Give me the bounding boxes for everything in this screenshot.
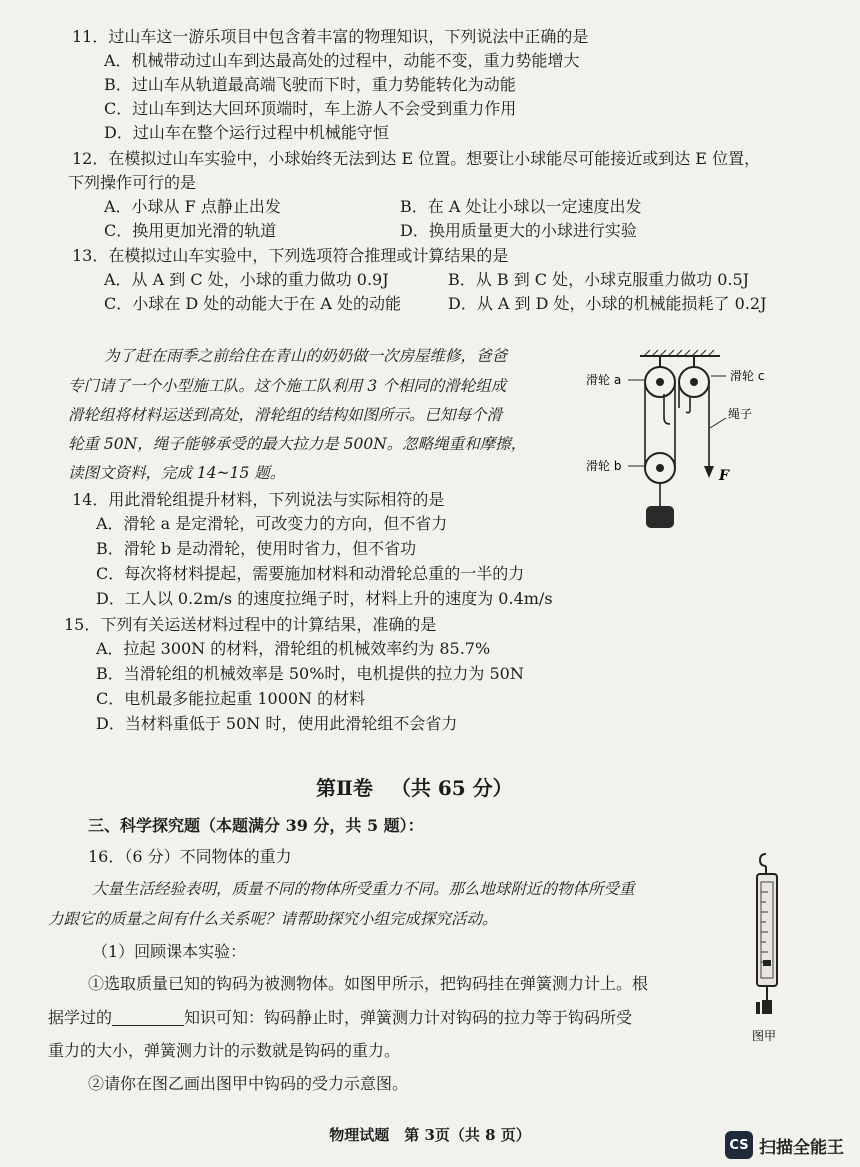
label-pulley-b: 滑轮 b: [586, 459, 622, 473]
q16-title: 16．（6 分）不同物体的重力: [88, 847, 292, 866]
q16-p1-line3: 重力的大小，弹簧测力计的示数就是钩码的重力。: [48, 1041, 401, 1060]
q13-option-a: A．从 A 到 C 处，小球的重力做功 0.9J: [104, 270, 389, 289]
label-rope: 绳子: [728, 407, 753, 421]
q11-stem: 11．过山车这一游乐项目中包含着丰富的物理知识，下列说法中正确的是: [72, 27, 589, 46]
q13-stem: 13．在模拟过山车实验中，下列选项符合推理或计算结果的是: [72, 246, 509, 265]
watermark-text: 扫描全能王: [759, 1137, 844, 1158]
pulley-system-figure: [580, 348, 780, 538]
q16-p2: ②请你在图乙画出图甲中钩码的受力示意图。: [88, 1074, 409, 1093]
q16-p1-line2-pre: 据学过的: [48, 1008, 113, 1027]
answer-blank[interactable]: [112, 1009, 184, 1026]
q16-p1-line2: [48, 1007, 632, 1029]
label-pulley-a: 滑轮 a: [586, 373, 622, 387]
q14-option-b: B．滑轮 b 是动滑轮，使用时省力，但不省功: [96, 539, 417, 558]
label-pulley-c: 滑轮 c: [730, 369, 765, 383]
spring-scale-figure: [740, 850, 800, 1045]
material-line-2: 专门请了一个小型施工队。这个施工队利用 3 个相同的滑轮组成: [68, 377, 507, 395]
q16-intro-line2: 力跟它的质量之间有什么关系呢？请帮助探究小组完成探究活动。: [48, 910, 498, 928]
material-line-5: 读图文资料，完成 14~15 题。: [68, 464, 286, 482]
material-load: [646, 506, 674, 528]
camscanner-logo-icon: CS: [725, 1131, 753, 1159]
q12-stem-line2: 下列操作可行的是: [68, 173, 197, 192]
q15-stem: 15．下列有关运送材料过程中的计算结果，准确的是: [64, 615, 437, 634]
material-line-3: 滑轮组将材料运送到高处，滑轮组的结构如图所示。已知每个滑: [68, 406, 503, 424]
scanner-watermark: [725, 1131, 844, 1159]
q13-option-b: B．从 B 到 C 处，小球克服重力做功 0.5J: [448, 270, 750, 289]
q15-option-c: C．电机最多能拉起重 1000N 的材料: [96, 689, 366, 708]
material-line-1: 为了赶在雨季之前给住在青山的奶奶做一次房屋维修，爸爸: [104, 347, 508, 365]
pulley-c: [679, 367, 709, 397]
q11-option-d: D．过山车在整个运行过程中机械能守恒: [104, 123, 389, 142]
q12-option-b: B．在 A 处让小球以一定速度出发: [400, 197, 642, 216]
material-line-4: 轮重 50N，绳子能够承受的最大拉力是 500N。忽略绳重和摩擦，: [68, 435, 527, 453]
page-footer: 物理试题 第 3页（共 8 页）: [329, 1126, 531, 1144]
q15-option-d: D．当材料重低于 50N 时，使用此滑轮组不会省力: [96, 714, 458, 733]
q11-option-a: A．机械带动过山车到达最高处的过程中，动能不变，重力势能增大: [104, 51, 580, 70]
q16-p1-line1: ①选取质量已知的钩码为被测物体。如图甲所示，把钩码挂在弹簧测力计上。根: [88, 974, 649, 993]
q11-option-c: C．过山车到达大回环顶端时，车上游人不会受到重力作用: [104, 99, 517, 118]
q15-option-a: A．拉起 300N 的材料，滑轮组的机械效率约为 85.7%: [96, 639, 491, 658]
pulley-a: [645, 367, 675, 397]
label-force: F: [719, 468, 729, 484]
q16-sub1: （1）回顾课本实验：: [92, 942, 247, 961]
section-points: （共 65 分）: [390, 776, 513, 800]
q14-stem: 14．用此滑轮组提升材料，下列说法与实际相符的是: [72, 490, 445, 509]
q16-intro-line1: 大量生活经验表明，质量不同的物体所受重力不同。那么地球附近的物体所受重: [92, 880, 635, 898]
section-title-label: 第Ⅱ卷: [316, 776, 373, 800]
part3-heading: 三、科学探究题（本题满分 39 分，共 5 题）：: [88, 816, 424, 835]
q14-option-c: C．每次将材料提起，需要施加材料和动滑轮总重的一半的力: [96, 564, 525, 583]
q16-p1-line2-post: 知识可知：钩码静止时，弹簧测力计对钩码的拉力等于钩码所受: [184, 1008, 633, 1027]
q12-stem-line1: 12．在模拟过山车实验中，小球始终无法到达 E 位置。想要让小球能尽可能接近或到达 E 位置，: [72, 149, 761, 168]
pulley-b: [645, 453, 675, 483]
q13-option-d: D．从 A 到 D 处，小球的机械能损耗了 0.2J: [448, 294, 767, 313]
section-title: [316, 772, 513, 801]
q12-option-c: C．换用更加光滑的轨道: [104, 221, 277, 240]
q11-option-b: B．过山车从轨道最高端飞驶而下时，重力势能转化为动能: [104, 75, 516, 94]
q12-option-d: D．换用质量更大的小球进行实验: [400, 221, 637, 240]
q14-option-d: D．工人以 0.2m/s 的速度拉绳子时，材料上升的速度为 0.4m/s: [96, 589, 553, 608]
q14-option-a: A．滑轮 a 是定滑轮，可改变力的方向，但不省力: [96, 514, 448, 533]
q15-option-b: B．当滑轮组的机械效率是 50%时，电机提供的拉力为 50N: [96, 664, 524, 683]
figure-jia-label: 图甲: [752, 1029, 777, 1043]
q12-option-a: A．小球从 F 点静止出发: [104, 197, 281, 216]
q13-option-c: C．小球在 D 处的动能大于在 A 处的动能: [104, 294, 401, 313]
